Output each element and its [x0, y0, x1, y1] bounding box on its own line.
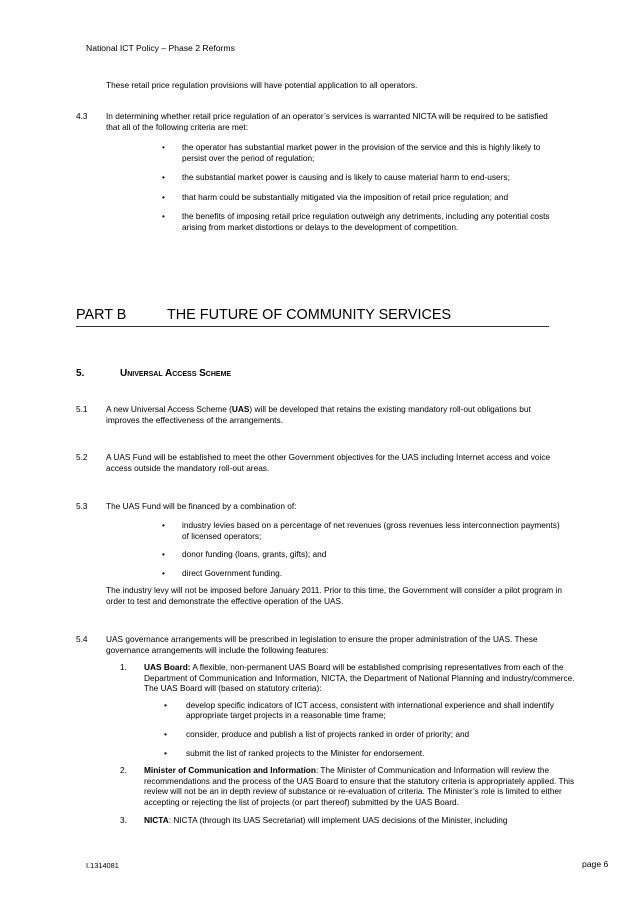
- part-label: PART B: [76, 307, 127, 323]
- page-header: National ICT Policy – Phase 2 Reforms: [86, 43, 235, 53]
- list-item: • submit the list of ranked projects to the Minister for endorsement.: [164, 747, 425, 758]
- bullet-icon: •: [162, 211, 165, 222]
- bullet-icon: •: [164, 699, 167, 710]
- part-heading: [76, 306, 549, 327]
- numbered-item: 3. NICTA: NICTA (through its UAS Secretariat) will implement UAS decisions of the Minister, including: [120, 814, 508, 825]
- para-5-4-text: UAS governance arrangements will be prescribed in legislation to ensure the proper administration of the UAS. These governance arrangements will include the following features:: [106, 634, 538, 655]
- para-number: 5.1: [76, 404, 88, 414]
- section-number: 5.: [76, 368, 85, 379]
- para-5-3-text: The UAS Fund will be financed by a combination of:: [106, 501, 297, 511]
- para-5-3-after: The industry levy will not be imposed before January 2011. Prior to this time, the Government will consider a pilot program in order to test and demonstrate the effective operation of the UAS.: [106, 585, 562, 606]
- section-title: Universal Access Scheme: [120, 368, 232, 379]
- para-number: 5.3: [76, 501, 88, 511]
- bullet-icon: •: [162, 567, 165, 578]
- part-title: THE FUTURE OF COMMUNITY SERVICES: [167, 307, 452, 323]
- numbered-list: [120, 662, 580, 825]
- para-number: 5.4: [76, 634, 88, 644]
- list-item: • the substantial market power is causing and is likely to cause material harm to end-users;: [162, 172, 510, 183]
- bullet-icon: •: [162, 191, 165, 202]
- list-item: • develop specific indicators of ICT access, consistent with international experience and shall indentify appropriate target projects in a reasonable time frame;: [164, 699, 554, 721]
- list-item: • the benefits of imposing retail price regulation outweigh any detriments, including any potential costs arising from market distortions or delays to the development of competition.: [162, 211, 550, 232]
- list-item: • that harm could be substantially mitigated via the imposition of retail price regulation; and: [162, 191, 509, 202]
- intro-line: These retail price regulation provisions will have potential application to all operators.: [106, 80, 418, 90]
- para-4-3-text: In determining whether retail price regulation of an operator’s services is warranted NICTA will be required to be satisfied that all of the following criteria are met:: [106, 111, 548, 132]
- list-item: • industry levies based on a percentage of net revenues (gross revenues less interconnection payments) of licensed operators;: [162, 520, 560, 541]
- bullet-icon: •: [164, 747, 167, 758]
- bullet-icon: •: [162, 520, 165, 530]
- list-item: • consider, produce and publish a list of projects ranked in order of priority; and: [164, 728, 470, 739]
- page-number: page 6: [582, 859, 609, 869]
- para-5-1-text: A new Universal Access Scheme (UAS) will be developed that retains the existing mandatory roll-out obligations but improves the effectiveness of the arrangements.: [106, 404, 531, 425]
- bullet-icon: •: [162, 172, 165, 183]
- bullet-icon: •: [162, 549, 165, 560]
- list-item: • the operator has substantial market power in the provision of the service and this is highly likely to persist over the period of regulation;: [162, 142, 541, 163]
- numbered-item: 2. Minister of Communication and Information: The Minister of Communication and Information will review the recommendations and the process of the UAS Board to ensure that the statutory criteria is appropriately applied. This review will not be an in depth review of substance or re-evaluation of criteria. The Minister’s role is limited to either accepting or rejecting the list of projects (or part thereof) submitted by the UAS Board.: [120, 765, 575, 807]
- numbered-item: 1. UAS Board: A flexible, non-permanent UAS Board will be established comprising representatives from each of the Department of Communication and Information, NICTA, the Department of National Planning and industry/commerce. The UAS Board will (based on statutory criteria): • develop specific indicators of ICT access, consistent with international experience and shall indentify appropriate target projects in a reasonable time frame; • consider, produce and publish a list of projects ranked in order of priority; and • submit the list of ranked projects to the Minister for endorsement.: [120, 662, 580, 758]
- bullet-icon: •: [162, 142, 165, 152]
- para-number: 5.2: [76, 452, 88, 462]
- bullet-list: [164, 700, 580, 758]
- bullet-list: [162, 520, 562, 578]
- para-5-2-text: A UAS Fund will be established to meet the other Government objectives for the UAS including Internet access and voice access outside the mandatory roll-out areas.: [106, 452, 551, 473]
- list-item: • donor funding (loans, grants, gifts); and: [162, 549, 327, 560]
- bullet-list: [162, 142, 562, 233]
- para-number: 4.3: [76, 111, 88, 121]
- list-item: • direct Government funding.: [162, 567, 283, 578]
- bullet-icon: •: [164, 728, 167, 739]
- document-reference: I.1314081: [86, 861, 119, 870]
